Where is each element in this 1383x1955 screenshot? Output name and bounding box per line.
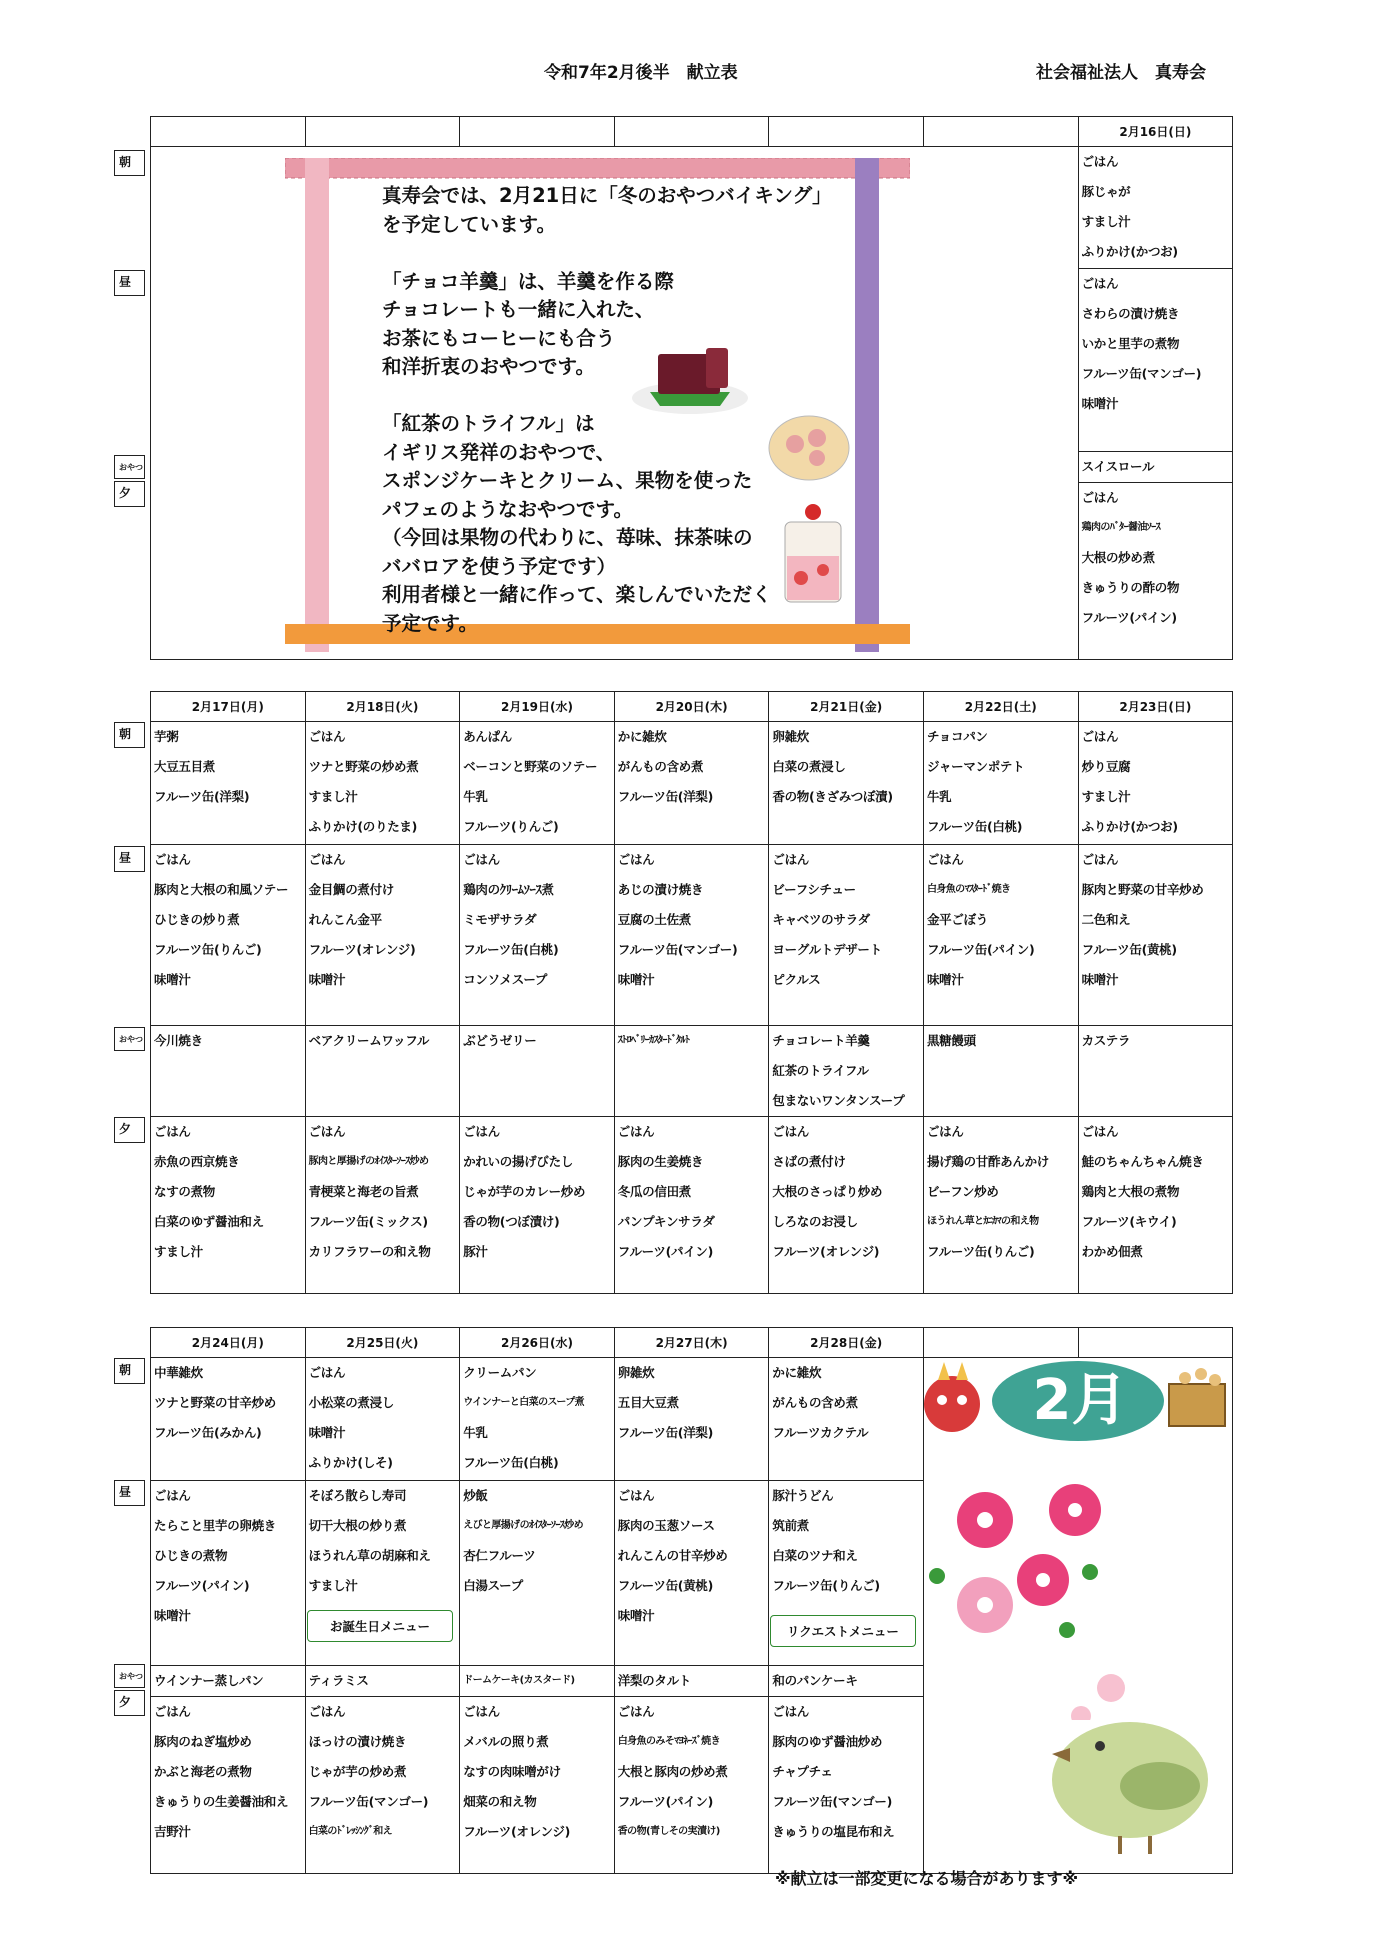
- menu-item: カステラ: [1081, 1033, 1131, 1048]
- menu-item: フルーツ缶(みかん): [154, 1425, 262, 1440]
- menu-item: 小松菜の煮浸し: [308, 1395, 394, 1410]
- menu-item: たらこと里芋の卵焼き: [154, 1518, 277, 1533]
- menu-item: ごはん: [772, 1124, 809, 1139]
- meal-cell-breakfast: [460, 1358, 615, 1481]
- menu-item: ジャーマンポテト: [926, 759, 1025, 774]
- menu-item: 鶏肉と大根の煮物: [1081, 1184, 1180, 1199]
- meal-cell-snack: [769, 1666, 924, 1697]
- label-dinner: 夕: [114, 1117, 145, 1143]
- menu-item: フルーツ缶(マンゴー): [772, 1794, 893, 1809]
- menu-item: 赤魚の西京焼き: [154, 1154, 240, 1169]
- menu-item: なすの煮物: [154, 1184, 216, 1199]
- menu-item: ドームケーキ(カスタード): [463, 1675, 575, 1686]
- menu-item: フルーツ缶(白桃): [463, 1455, 559, 1470]
- menu-item: ごはん: [926, 1124, 964, 1139]
- menu-item: 芋粥: [154, 729, 179, 744]
- menu-item: フルーツ缶(りんご): [154, 942, 262, 957]
- menu-item: 炒飯: [463, 1488, 488, 1503]
- menu-item: 揚げ鶏の甘酢あんかけ: [926, 1154, 1049, 1169]
- menu-item: 味噌汁: [617, 1608, 655, 1623]
- menu-item: しろなのお浸し: [772, 1214, 858, 1229]
- menu-item: クリームパン: [463, 1365, 537, 1380]
- menu-item: えびと厚揚げのｵｲｽﾀｰｿｰｽ炒め: [463, 1520, 583, 1531]
- label-snack: おやつ: [114, 1027, 145, 1051]
- menu-item: フルーツ(オレンジ): [463, 1824, 570, 1839]
- menu-item: 洋梨のタルト: [617, 1673, 691, 1688]
- meal-cell-dinner: [151, 1117, 306, 1294]
- meal-cell-dinner: [305, 1117, 460, 1294]
- menu-item: ごはん: [617, 1124, 655, 1139]
- menu-item: ごはん: [1081, 1124, 1119, 1139]
- menu-item: ビーフシチュー: [772, 882, 856, 897]
- date-header: 2月18日(火): [305, 692, 460, 722]
- label-breakfast: 朝: [114, 722, 145, 748]
- menu-item: ごはん: [308, 729, 346, 744]
- menu-item: 五目大豆煮: [617, 1395, 679, 1410]
- menu-item: かれいの揚げびたし: [463, 1154, 573, 1169]
- menu-item: 杏仁フルーツ: [463, 1548, 536, 1563]
- menu-item: そぼろ散らし寿司: [308, 1488, 407, 1503]
- menu-item: パンプキンサラダ: [617, 1214, 715, 1229]
- menu-item: フルーツ缶(マンゴー): [617, 942, 738, 957]
- meal-cell-snack: [305, 1026, 460, 1117]
- label-breakfast: 朝: [114, 150, 145, 176]
- menu-item: かに雑炊: [772, 1365, 822, 1380]
- menu-item: ごはん: [308, 852, 346, 867]
- menu-item: 大根のさっぱり炒め: [772, 1184, 883, 1199]
- menu-item: ごはん: [772, 1704, 809, 1719]
- menu-item: ごはん: [154, 1704, 191, 1719]
- label-lunch: 昼: [114, 846, 145, 872]
- menu-item: ベーコンと野菜のソテー: [463, 759, 598, 774]
- date-header: 2月19日(水): [460, 692, 615, 722]
- meal-cell-snack: [1078, 1026, 1233, 1117]
- menu-item: ごはん: [463, 1124, 500, 1139]
- menu-item: 牛乳: [926, 789, 952, 804]
- menu-item: フルーツ缶(白桃): [926, 819, 1023, 834]
- menu-item: 大豆五目煮: [154, 759, 216, 774]
- meal-cell-snack: [460, 1026, 615, 1117]
- day16-snack: スイスロール: [1078, 452, 1233, 483]
- menu-item: きゅうりの生姜醤油和え: [154, 1794, 289, 1809]
- menu-item: 白身魚のみそﾏﾖﾈｰｽﾞ焼き: [617, 1736, 720, 1747]
- menu-item: れんこんの甘辛炒め: [617, 1548, 728, 1563]
- menu-item: ごはん: [463, 852, 500, 867]
- menu-item: ふりかけ(のりたま): [308, 819, 418, 834]
- menu-item: すまし汁: [308, 1578, 358, 1593]
- menu-item: あじの漬け焼き: [617, 882, 704, 897]
- meal-cell-lunch: [460, 845, 615, 1026]
- trifle-icon: [765, 408, 855, 488]
- menu-item: 味噌汁: [308, 1425, 346, 1440]
- meal-cell-dinner: [1078, 1117, 1233, 1294]
- date-header: 2月17日(月): [151, 692, 306, 722]
- label-lunch: 昼: [114, 270, 145, 296]
- bavarois-cup-icon: [775, 500, 855, 610]
- left-ribbon: [305, 158, 329, 652]
- meal-cell-breakfast: [769, 722, 924, 845]
- meal-cell-breakfast: [305, 1358, 460, 1481]
- bird-icon: [1040, 1690, 1230, 1860]
- notice-text: 真寿会では、2月21日に「冬のおやつバイキング」 を予定しています。 「チョコ羊羹」は、羊羹を作る際 チョコレートも一緒に入れた、 お茶にもコーヒーにも合う 和洋折衷のおやつです。 「紅茶のトライフル」は イギリス発祥のおやつで、 スポンジケーキとクリーム、果物を使った パフェのようなおやつです。 （今回は果物の代わりに、苺味、抹茶味の ババロアを使う予定です） 利用者様と一緒に作って、楽しんでいただく 予定です。: [382, 184, 832, 635]
- meal-cell-snack: [923, 1026, 1078, 1117]
- menu-item: フルーツ(オレンジ): [772, 1244, 880, 1259]
- menu-item: ひじきの炒り煮: [154, 912, 240, 927]
- meal-cell-breakfast: [1078, 722, 1233, 845]
- date-header: [1078, 1328, 1233, 1358]
- menu-item: フルーツ缶(白桃): [463, 942, 559, 957]
- label-snack: おやつ: [114, 455, 145, 479]
- menu-item: 白身魚のﾏｽﾀｰﾄﾞ焼き: [926, 884, 1011, 895]
- menu-item: 鶏肉のｸﾘｰﾑｿｰｽ煮: [463, 882, 554, 897]
- meal-cell-snack: [151, 1026, 306, 1117]
- menu-item: 鮭のちゃんちゃん焼き: [1081, 1154, 1204, 1169]
- menu-item: 香の物(つぼ漬け): [463, 1214, 560, 1229]
- menu-item: 炒り豆腐: [1081, 759, 1131, 774]
- menu-item: 吉野汁: [154, 1824, 191, 1839]
- menu-item: ごはん: [154, 1124, 191, 1139]
- menu-item: 豚肉と厚揚げのｵｲｽﾀｰｿｰｽ炒め: [308, 1156, 429, 1167]
- menu-item: 切干大根の炒り煮: [308, 1518, 407, 1533]
- meal-cell-breakfast: [614, 722, 769, 845]
- menu-item: フルーツ(パイン): [617, 1794, 714, 1809]
- meal-cell-lunch: [923, 845, 1078, 1026]
- top-ribbon: [285, 158, 910, 178]
- meal-cell-breakfast: [151, 1358, 306, 1481]
- menu-item: がんもの含め煮: [617, 759, 704, 774]
- menu-item: フルーツ缶(マンゴー): [308, 1794, 429, 1809]
- menu-item: 今川焼き: [154, 1033, 203, 1048]
- menu-item: ごはん: [617, 1704, 655, 1719]
- meal-cell-dinner: [769, 1697, 924, 1874]
- menu-item: 豚肉の生姜焼き: [617, 1154, 704, 1169]
- menu-item: メバルの照り煮: [463, 1734, 549, 1749]
- menu-item: ごはん: [926, 852, 964, 867]
- menu-item: ほうれん草とｶﾆｶﾏの和え物: [926, 1216, 1039, 1227]
- menu-item: 白菜のゆず醤油和え: [154, 1214, 264, 1229]
- meal-cell-dinner: [305, 1697, 460, 1874]
- menu-item: ふりかけ(かつお): [1081, 819, 1178, 834]
- menu-item: フルーツ(りんご): [463, 819, 559, 834]
- date-header: 2月21日(金): [769, 692, 924, 722]
- meal-cell-snack: [614, 1026, 769, 1117]
- meal-cell-dinner: [151, 1697, 306, 1874]
- menu-item: 畑菜の和え物: [463, 1794, 537, 1809]
- meal-cell-lunch: [1078, 845, 1233, 1026]
- menu-item: あんぱん: [463, 729, 512, 744]
- menu-item: なすの肉味噌がけ: [463, 1764, 561, 1779]
- menu-item: ツナと野菜の炒め煮: [308, 759, 419, 774]
- menu-item: れんこん金平: [308, 912, 382, 927]
- menu-item: ウインナー蒸しパン: [154, 1673, 264, 1688]
- menu-item: フルーツ(パイン): [154, 1578, 250, 1593]
- date-header: 2月24日(月): [151, 1328, 306, 1358]
- birthday-menu-badge: お誕生日メニュー: [307, 1610, 453, 1642]
- menu-item: キャベツのサラダ: [772, 912, 870, 927]
- menu-item: ティラミス: [308, 1673, 369, 1688]
- menu-item: 味噌汁: [1081, 972, 1119, 987]
- meal-cell-lunch: [769, 845, 924, 1026]
- meal-cell-dinner: [923, 1117, 1078, 1294]
- footer-note: ※献立は一部変更になる場合があります※: [775, 1869, 1079, 1888]
- menu-item: フルーツ缶(ミックス): [308, 1214, 428, 1229]
- meal-cell-breakfast: [923, 722, 1078, 845]
- bean-box-icon: [1165, 1360, 1235, 1430]
- menu-item: ｽﾄﾛﾍﾞﾘｰｶｽﾀｰﾄﾞﾀﾙﾄ: [617, 1035, 690, 1046]
- menu-item: チョコパン: [926, 729, 988, 744]
- menu-item: きゅうりの塩昆布和え: [772, 1824, 895, 1839]
- menu-item: フルーツ(パイン): [617, 1244, 714, 1259]
- menu-item: 豚肉の玉葱ソース: [617, 1518, 715, 1533]
- menu-item: ぶどうゼリー: [463, 1033, 537, 1048]
- date-header: 2月28日(金): [769, 1328, 924, 1358]
- meal-cell-dinner: [769, 1117, 924, 1294]
- menu-item: カリフラワーの和え物: [308, 1244, 431, 1259]
- menu-item: 牛乳: [463, 789, 488, 804]
- menu-item: ヨーグルトデザート: [772, 942, 882, 957]
- menu-item: 豚汁: [463, 1244, 488, 1259]
- date-header: 2月16日(日): [1078, 117, 1233, 147]
- menu-item: 白菜のﾄﾞﾚｯｼﾝｸﾞ和え: [308, 1826, 392, 1837]
- menu-item: 味噌汁: [154, 1608, 191, 1623]
- meal-cell-lunch: [305, 845, 460, 1026]
- menu-item: ひじきの煮物: [154, 1548, 228, 1563]
- menu-item: フルーツカクテル: [772, 1425, 869, 1440]
- meal-cell-lunch: [151, 1481, 306, 1666]
- menu-item: すまし汁: [154, 1244, 203, 1259]
- menu-item: 金平ごぼう: [926, 912, 988, 927]
- request-menu-badge: リクエストメニュー: [770, 1615, 916, 1647]
- menu-item: フルーツ(オレンジ): [308, 942, 416, 957]
- day16-breakfast: ごはん 豚じゃが すまし汁 ふりかけ(かつお): [1078, 147, 1233, 269]
- menu-item: ごはん: [1081, 729, 1119, 744]
- menu-item: ほっけの漬け焼き: [308, 1734, 407, 1749]
- menu-item: フルーツ缶(黄桃): [1081, 942, 1177, 957]
- menu-item: すまし汁: [308, 789, 358, 804]
- menu-item: ミモザサラダ: [463, 912, 537, 927]
- menu-item: 筑前煮: [772, 1518, 809, 1533]
- meal-cell-breakfast: [460, 722, 615, 845]
- menu-item: 味噌汁: [308, 972, 346, 987]
- menu-item: さばの煮付け: [772, 1154, 846, 1169]
- label-breakfast: 朝: [114, 1358, 145, 1384]
- menu-item: 紅茶のトライフル: [772, 1063, 869, 1078]
- menu-item: フルーツ缶(洋梨): [154, 789, 250, 804]
- date-header: [923, 1328, 1078, 1358]
- menu-item: 卵雑炊: [617, 1365, 655, 1380]
- menu-item: ごはん: [772, 852, 809, 867]
- date-header: 2月27日(木): [614, 1328, 769, 1358]
- menu-item: 二色和え: [1081, 912, 1131, 927]
- menu-item: ごはん: [154, 852, 191, 867]
- menu-item: ふりかけ(しそ): [308, 1455, 393, 1470]
- menu-item: 豚肉のねぎ塩炒め: [154, 1734, 252, 1749]
- meal-cell-lunch: [460, 1481, 615, 1666]
- menu-item: フルーツ缶(洋梨): [617, 789, 714, 804]
- menu-item: 金目鯛の煮付け: [308, 882, 394, 897]
- menu-item: わかめ佃煮: [1081, 1244, 1143, 1259]
- oni-icon: [918, 1358, 988, 1438]
- menu-item: ベアクリームワッフル: [308, 1033, 430, 1048]
- menu-item: フルーツ缶(りんご): [926, 1244, 1035, 1259]
- menu-item: 牛乳: [463, 1425, 488, 1440]
- menu-item: ごはん: [463, 1704, 500, 1719]
- meal-cell-dinner: [460, 1117, 615, 1294]
- menu-item: 味噌汁: [926, 972, 964, 987]
- menu-item: ツナと野菜の甘辛炒め: [154, 1395, 277, 1410]
- date-header: 2月22日(土): [923, 692, 1078, 722]
- menu-item: 中華雑炊: [154, 1365, 203, 1380]
- menu-item: 白菜の煮浸し: [772, 759, 846, 774]
- date-header: 2月26日(水): [460, 1328, 615, 1358]
- menu-item: 黒糖饅頭: [926, 1033, 976, 1048]
- menu-item: 味噌汁: [154, 972, 191, 987]
- menu-item: 豚肉と大根の和風ソテー: [154, 882, 289, 897]
- date-header: 2月20日(木): [614, 692, 769, 722]
- menu-item: がんもの含め煮: [772, 1395, 858, 1410]
- menu-item: ウインナーと白菜のスープ煮: [463, 1397, 585, 1408]
- right-ribbon: [855, 158, 879, 652]
- menu-item: ごはん: [308, 1124, 346, 1139]
- month-label: 2月: [1032, 1368, 1128, 1433]
- plum-blossom-icon: [925, 1480, 1125, 1720]
- menu-item: 豚汁うどん: [772, 1488, 834, 1503]
- menu-item: ごはん: [1081, 852, 1119, 867]
- meal-cell-lunch: [614, 845, 769, 1026]
- meal-cell-breakfast: [305, 722, 460, 845]
- menu-item: ほうれん草の胡麻和え: [308, 1548, 431, 1563]
- menu-item: ごはん: [617, 852, 655, 867]
- day16-dinner: ごはん 鶏肉のﾊﾞﾀｰ醤油ｿｰｽ 大根の炒め煮 きゅうりの酢の物 フルーツ(パイン): [1078, 483, 1233, 660]
- menu-item: かぶと海老の煮物: [154, 1764, 252, 1779]
- day16-lunch: ごはん さわらの漬け焼き いかと里芋の煮物 フルーツ缶(マンゴー) 味噌汁: [1078, 269, 1233, 452]
- meal-cell-snack: [769, 1026, 924, 1117]
- meal-cell-lunch: [614, 1481, 769, 1666]
- menu-item: 豚肉のゆず醤油炒め: [772, 1734, 883, 1749]
- menu-item: じゃが芋のカレー炒め: [463, 1184, 586, 1199]
- menu-item: 大根と豚肉の炒め煮: [617, 1764, 728, 1779]
- menu-item: ピクルス: [772, 972, 821, 987]
- menu-item: フルーツ缶(パイン): [926, 942, 1035, 957]
- menu-item: 豚肉と野菜の甘辛炒め: [1081, 882, 1204, 897]
- meal-cell-dinner: [614, 1117, 769, 1294]
- menu-item: ごはん: [154, 1488, 191, 1503]
- menu-item: 豆腐の土佐煮: [617, 912, 691, 927]
- menu-item: 和のパンケーキ: [772, 1673, 858, 1688]
- menu-item: 香の物(青しその実漬け): [617, 1826, 720, 1837]
- meal-cell-snack: [305, 1666, 460, 1697]
- menu-item: 味噌汁: [617, 972, 655, 987]
- menu-item: フルーツ缶(黄桃): [617, 1578, 714, 1593]
- menu-item: 青梗菜と海老の旨煮: [308, 1184, 419, 1199]
- meal-cell-breakfast: [769, 1358, 924, 1481]
- menu-item: コンソメスープ: [463, 972, 548, 987]
- meal-cell-dinner: [460, 1697, 615, 1874]
- menu-item: フルーツ缶(洋梨): [617, 1425, 714, 1440]
- menu-item: 香の物(きざみつぼ漬): [772, 789, 893, 804]
- page-title: 令和7年2月後半 献立表: [544, 63, 738, 83]
- menu-item: ごはん: [308, 1704, 346, 1719]
- meal-cell-snack: [151, 1666, 306, 1697]
- meal-cell-breakfast: [614, 1358, 769, 1481]
- menu-item: 白菜のツナ和え: [772, 1548, 858, 1563]
- menu-item: 冬瓜の信田煮: [617, 1184, 691, 1199]
- meal-cell-snack: [460, 1666, 615, 1697]
- label-dinner: 夕: [114, 1690, 145, 1716]
- menu-item: じゃが芋の炒め煮: [308, 1764, 407, 1779]
- meal-cell-breakfast: [151, 722, 306, 845]
- menu-item: 白湯スープ: [463, 1578, 523, 1593]
- date-header: 2月23日(日): [1078, 692, 1233, 722]
- label-lunch: 昼: [114, 1480, 145, 1506]
- section-2-table: [150, 691, 1233, 1294]
- menu-item: フルーツ(キウイ): [1081, 1214, 1177, 1229]
- menu-item: チャプチェ: [772, 1764, 833, 1779]
- label-snack: おやつ: [114, 1664, 145, 1688]
- meal-cell-lunch: [151, 845, 306, 1026]
- label-dinner: 夕: [114, 481, 145, 507]
- organization-name: 社会福祉法人 真寿会: [1036, 63, 1206, 83]
- meal-cell-snack: [614, 1666, 769, 1697]
- menu-item: 卵雑炊: [772, 729, 809, 744]
- date-header: 2月25日(火): [305, 1328, 460, 1358]
- menu-item: すまし汁: [1081, 789, 1131, 804]
- chocolate-yokan-icon: [630, 340, 760, 420]
- menu-item: かに雑炊: [617, 729, 667, 744]
- menu-item: チョコレート羊羹: [772, 1033, 870, 1048]
- menu-item: ビーフン炒め: [926, 1184, 999, 1199]
- menu-item: 包まないワンタンスープ: [772, 1093, 905, 1108]
- menu-item: ごはん: [617, 1488, 655, 1503]
- menu-item: ごはん: [308, 1365, 346, 1380]
- meal-cell-dinner: [614, 1697, 769, 1874]
- menu-item: フルーツ缶(りんご): [772, 1578, 880, 1593]
